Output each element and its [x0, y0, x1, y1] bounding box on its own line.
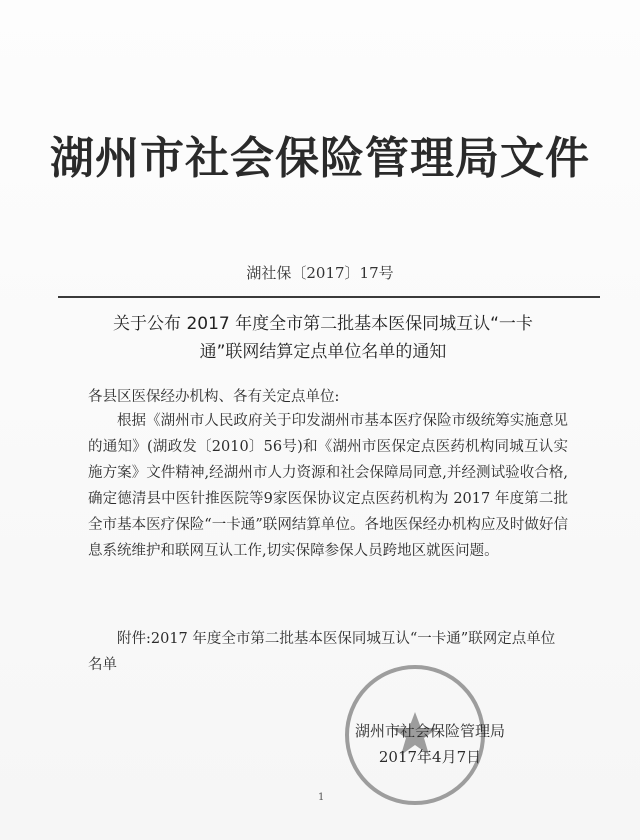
- header-divider: [58, 296, 600, 298]
- signature-organization: 湖州市社会保险管理局: [354, 722, 505, 740]
- document-number: 湖社保〔2017〕17号: [246, 264, 394, 282]
- document-header-title: 湖州市社会保险管理局文件: [50, 133, 590, 184]
- subject-line-2: 通”联网结算定点单位名单的通知: [199, 342, 447, 362]
- attachment-note: 附件:2017 年度全市第二批基本医保同城互认“一卡通”联网定点单位名单: [88, 631, 556, 673]
- subject-line-1: 关于公布 2017 年度全市第二批基本医保同城互认“一卡: [113, 314, 533, 334]
- body-paragraph: 根据《湖州市人民政府关于印发湖州市基本医疗保险市级统筹实施意见的通知》(湖政发〔2010〕56号)和《湖州市医保定点医药机构同城互认实施方案》文件精神,经湖州市人力资源和社会保障局同意,并经测试验收合格,确定德清县中医针推医院等9家医保协议定点医药机构为 2017 年度第二批全市基本医疗保险“一卡通”联网结算单位。各地医保经办机构应及时做好信息系统维护和联网互认工作,切实保障参保人员跨地区就医问题。: [88, 413, 568, 559]
- page-mark: 1: [318, 792, 325, 803]
- notice-subject: [88, 310, 558, 366]
- addressee: 各县区医保经办机构、各有关定点单位:: [88, 389, 340, 405]
- signature-date: 2017年4月7日: [378, 748, 482, 766]
